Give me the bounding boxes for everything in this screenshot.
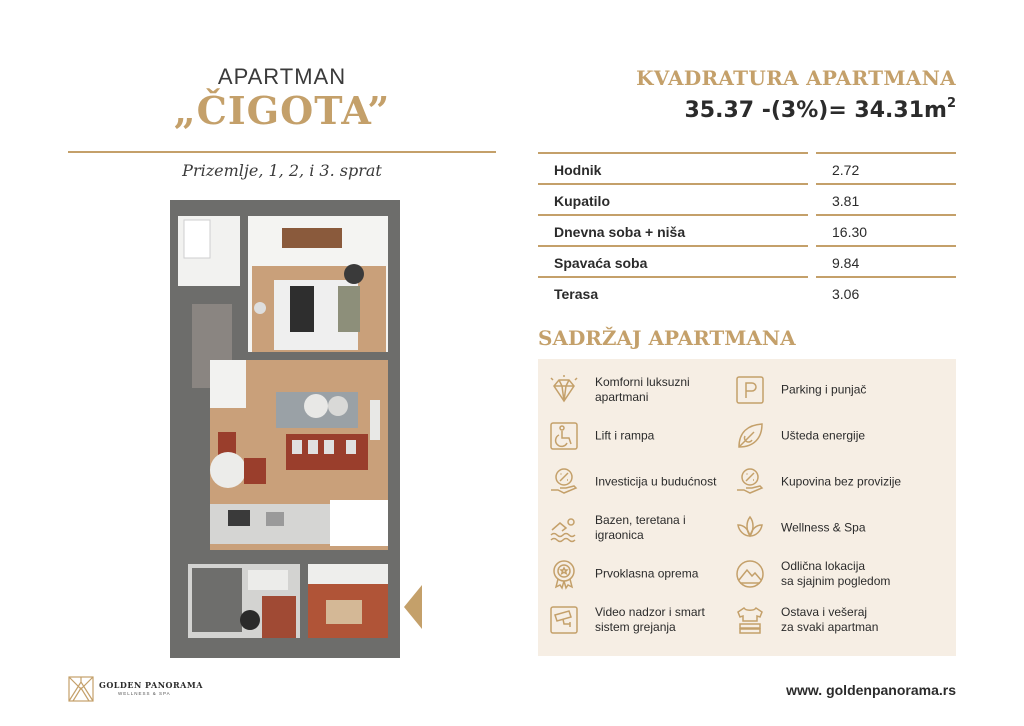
room-name: Spavaća soba — [554, 255, 648, 271]
wheelchair-icon — [548, 420, 580, 452]
amenities-panel — [538, 359, 956, 656]
amenity-label: Komforni luksuzni apartmani — [595, 375, 690, 404]
floors-text: Prizemlje, 1, 2, i 3. sprat — [182, 161, 382, 180]
table-row — [538, 247, 956, 278]
percent-hand-icon — [734, 466, 766, 498]
amenity-item — [724, 462, 924, 502]
amenity-label: Wellness & Spa — [781, 520, 866, 535]
room-name: Kupatilo — [554, 193, 610, 209]
amenity-label: Odlična lokacija sa sjajnim pogledom — [781, 559, 891, 588]
apartment-name: „ČIGOTA” — [173, 88, 391, 133]
camera-icon — [548, 604, 580, 636]
amenity-item — [538, 508, 738, 548]
area-table — [538, 152, 956, 309]
swimmer-icon — [548, 512, 580, 544]
diamond-icon — [548, 374, 580, 406]
table-row — [538, 216, 956, 247]
parking-icon — [734, 374, 766, 406]
room-area: 9.84 — [832, 255, 860, 271]
pointer-arrow-icon — [404, 585, 422, 629]
room-area: 16.30 — [832, 224, 868, 240]
table-row — [538, 278, 956, 309]
amenity-label: Prvoklasna oprema — [595, 566, 699, 581]
percent-hand-icon — [548, 466, 580, 498]
amenity-label: Parking i punjač — [781, 382, 867, 397]
amenity-label: Lift i rampa — [595, 428, 655, 443]
amenities-title: SADRŽAJ APARTMANA — [538, 326, 796, 350]
amenity-label: Investicija u budućnost — [595, 474, 717, 489]
amenity-item — [724, 554, 924, 594]
area-formula-sup: 2 — [946, 96, 956, 111]
amenity-label: Video nadzor i smart sistem grejanja — [595, 605, 705, 634]
table-row — [538, 154, 956, 185]
leaf-icon — [734, 420, 766, 452]
amenity-item — [538, 600, 738, 640]
laundry-icon — [734, 604, 766, 636]
lotus-icon — [734, 512, 766, 544]
amenity-item — [724, 416, 924, 456]
room-name: Dnevna soba + niša — [554, 224, 686, 240]
area-title: KVADRATURA APARTMANA — [636, 66, 956, 90]
area-formula — [685, 98, 957, 123]
logo-subtitle: WELLNESS & SPA — [118, 691, 171, 696]
amenity-label: Ostava i vešeraj za svaki apartman — [781, 605, 879, 634]
amenity-label: Bazen, teretana i igraonica — [595, 513, 686, 542]
amenity-item — [538, 554, 738, 594]
room-area: 3.06 — [832, 286, 860, 302]
amenity-item — [538, 462, 738, 502]
divider — [68, 151, 496, 153]
website-link[interactable]: www. goldenpanorama.rs — [786, 682, 956, 698]
room-name: Terasa — [554, 286, 599, 302]
table-row — [538, 185, 956, 216]
amenity-item — [538, 370, 738, 410]
amenity-label: Ušteda energije — [781, 428, 866, 443]
floor-plan-image — [170, 200, 400, 658]
logo-name: GOLDEN PANORAMA — [99, 680, 203, 690]
badge-icon — [548, 558, 580, 590]
amenity-item — [724, 600, 924, 640]
amenity-item — [538, 416, 738, 456]
area-formula-text: 35.37 -(3%)= 34.31m — [684, 98, 947, 123]
amenity-label: Kupovina bez provizije — [781, 474, 902, 489]
room-name: Hodnik — [554, 162, 602, 178]
apartment-label: APARTMAN — [217, 64, 347, 89]
logo-icon — [68, 676, 94, 702]
amenity-item — [724, 370, 924, 410]
amenity-item — [724, 508, 924, 548]
mountain-icon — [734, 558, 766, 590]
room-area: 2.72 — [832, 162, 860, 178]
room-area: 3.81 — [832, 193, 860, 209]
